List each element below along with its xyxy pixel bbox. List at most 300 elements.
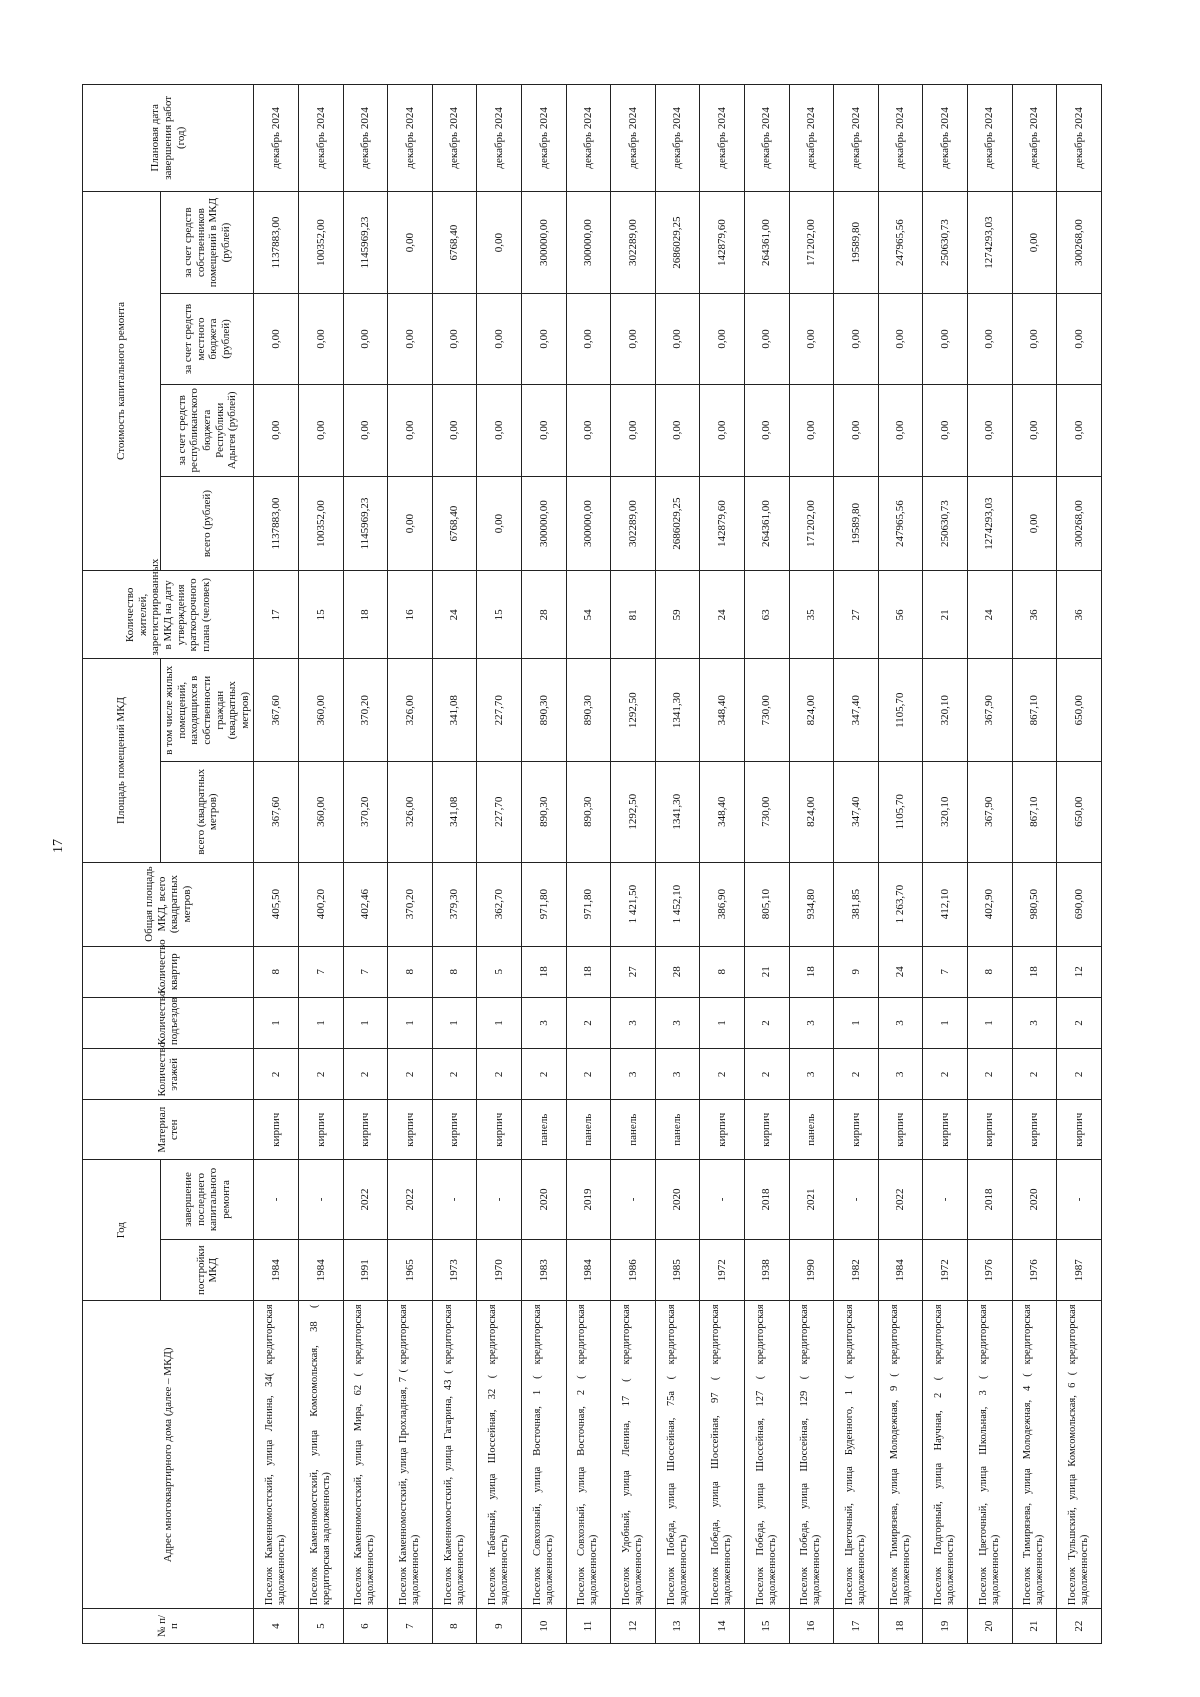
cell-floors: 2 <box>432 1049 477 1100</box>
col-premises-group: Площадь помещений МКД <box>83 659 161 862</box>
cell-num: 13 <box>655 1609 700 1644</box>
cell-total-area: 370,20 <box>388 862 433 946</box>
cell-apartments: 8 <box>700 946 745 997</box>
cell-planned-date: декабрь 2024 <box>1012 85 1057 192</box>
cell-residents: 18 <box>343 571 388 659</box>
cell-cost-owners: 1137883,00 <box>254 191 299 294</box>
col-year-built: постройки МКД <box>161 1239 254 1301</box>
cell-material: кирпич <box>299 1100 344 1159</box>
cell-premises-owned: 370,20 <box>343 659 388 762</box>
cell-address: Поселок Каменномостский, улица Прохладная, 7 ( кредиторская задолженность) <box>388 1301 433 1609</box>
cell-total-area: 805,10 <box>745 862 790 946</box>
cell-cost-owners: 142879,60 <box>700 191 745 294</box>
col-num: № п/п <box>83 1609 254 1644</box>
page-number: 17 <box>51 839 66 853</box>
cell-total-area: 690,00 <box>1057 862 1102 946</box>
cell-premises-owned: 367,90 <box>967 659 1012 762</box>
cell-entrances: 3 <box>1012 997 1057 1048</box>
cell-total-area: 1 421,50 <box>611 862 656 946</box>
cell-year-built: 1972 <box>923 1239 968 1301</box>
cell-total-area: 971,80 <box>522 862 567 946</box>
col-material: Материал стен <box>83 1100 254 1159</box>
cell-material: кирпич <box>477 1100 522 1159</box>
cell-cost-owners: 1274293,03 <box>967 191 1012 294</box>
cell-year-built: 1983 <box>522 1239 567 1301</box>
cell-num: 16 <box>789 1609 834 1644</box>
cell-entrances: 3 <box>878 997 923 1048</box>
cell-total-area: 379,30 <box>432 862 477 946</box>
cell-cost-republic: 0,00 <box>700 384 745 476</box>
cell-year-built: 1985 <box>655 1239 700 1301</box>
cell-material: панель <box>655 1100 700 1159</box>
cell-residents: 15 <box>299 571 344 659</box>
cell-premises-total: 320,10 <box>923 762 968 863</box>
cell-cost-local: 0,00 <box>343 294 388 384</box>
cell-year-repair: 2022 <box>388 1159 433 1239</box>
cell-address: Поселок Каменномостский, улица Мира, 62 ( кредиторская задолженность) <box>343 1301 388 1609</box>
cell-cost-owners: 302289,00 <box>611 191 656 294</box>
cell-apartments: 7 <box>299 946 344 997</box>
cell-year-repair: - <box>432 1159 477 1239</box>
cell-cost-republic: 0,00 <box>432 384 477 476</box>
capital-repair-table <box>82 84 1102 1644</box>
cell-planned-date: декабрь 2024 <box>834 85 879 192</box>
cell-entrances: 1 <box>343 997 388 1048</box>
cell-premises-owned: 360,00 <box>299 659 344 762</box>
cell-total-area: 402,90 <box>967 862 1012 946</box>
cell-residents: 28 <box>522 571 567 659</box>
cell-premises-owned: 890,30 <box>566 659 611 762</box>
cell-apartments: 24 <box>878 946 923 997</box>
cell-premises-total: 730,00 <box>745 762 790 863</box>
cell-cost-local: 0,00 <box>299 294 344 384</box>
cell-planned-date: декабрь 2024 <box>566 85 611 192</box>
cell-num: 19 <box>923 1609 968 1644</box>
cell-premises-owned: 367,60 <box>254 659 299 762</box>
cell-floors: 2 <box>700 1049 745 1100</box>
cell-year-built: 1972 <box>700 1239 745 1301</box>
cell-year-built: 1987 <box>1057 1239 1102 1301</box>
cell-floors: 2 <box>254 1049 299 1100</box>
cell-total-area: 1 452,10 <box>655 862 700 946</box>
cell-cost-owners: 0,00 <box>477 191 522 294</box>
cell-cost-total: 247965,56 <box>878 476 923 570</box>
cell-num: 14 <box>700 1609 745 1644</box>
cell-residents: 16 <box>388 571 433 659</box>
cell-cost-republic: 0,00 <box>477 384 522 476</box>
cell-premises-owned: 730,00 <box>745 659 790 762</box>
cell-address: Поселок Совхозный, улица Восточная, 2 ( кредиторская задолженность) <box>566 1301 611 1609</box>
col-address: Адрес многоквартирного дома (далее – МКД) <box>83 1301 254 1609</box>
cell-apartments: 5 <box>477 946 522 997</box>
cell-cost-local: 0,00 <box>789 294 834 384</box>
cell-year-built: 1976 <box>1012 1239 1057 1301</box>
cell-floors: 2 <box>388 1049 433 1100</box>
cell-cost-local: 0,00 <box>878 294 923 384</box>
cell-cost-republic: 0,00 <box>1012 384 1057 476</box>
cell-entrances: 1 <box>388 997 433 1048</box>
cell-num: 15 <box>745 1609 790 1644</box>
table-row <box>1057 85 1102 1644</box>
cell-entrances: 3 <box>611 997 656 1048</box>
table-row <box>789 85 834 1644</box>
cell-residents: 59 <box>655 571 700 659</box>
cell-total-area: 362,70 <box>477 862 522 946</box>
table-row <box>655 85 700 1644</box>
cell-entrances: 1 <box>834 997 879 1048</box>
cell-year-built: 1976 <box>967 1239 1012 1301</box>
cell-year-repair: 2022 <box>878 1159 923 1239</box>
cell-apartments: 12 <box>1057 946 1102 997</box>
cell-num: 10 <box>522 1609 567 1644</box>
table-row <box>522 85 567 1644</box>
col-cost-total: всего (рублей) <box>161 476 254 570</box>
cell-cost-total: 1145969,23 <box>343 476 388 570</box>
cell-premises-total: 367,90 <box>967 762 1012 863</box>
cell-year-built: 1938 <box>745 1239 790 1301</box>
cell-planned-date: декабрь 2024 <box>789 85 834 192</box>
cell-year-repair: - <box>254 1159 299 1239</box>
cell-planned-date: декабрь 2024 <box>1057 85 1102 192</box>
cell-premises-owned: 1105,70 <box>878 659 923 762</box>
cell-year-repair: - <box>611 1159 656 1239</box>
cell-cost-owners: 300268,00 <box>1057 191 1102 294</box>
cell-address: Поселок Тульшский, улица Комсомольская, 6 ( кредиторская задолженность) <box>1057 1301 1102 1609</box>
cell-year-built: 1982 <box>834 1239 879 1301</box>
cell-cost-local: 0,00 <box>923 294 968 384</box>
cell-address: Поселок Совхозный, улица Восточная, 1 ( кредиторская задолженность) <box>522 1301 567 1609</box>
cell-floors: 2 <box>299 1049 344 1100</box>
cell-cost-republic: 0,00 <box>834 384 879 476</box>
cell-cost-republic: 0,00 <box>254 384 299 476</box>
cell-residents: 24 <box>700 571 745 659</box>
cell-residents: 36 <box>1057 571 1102 659</box>
cell-apartments: 18 <box>566 946 611 997</box>
cell-premises-total: 1292,50 <box>611 762 656 863</box>
cell-num: 7 <box>388 1609 433 1644</box>
cell-cost-republic: 0,00 <box>967 384 1012 476</box>
cell-year-repair: 2020 <box>655 1159 700 1239</box>
cell-floors: 2 <box>566 1049 611 1100</box>
cell-cost-owners: 0,00 <box>388 191 433 294</box>
cell-cost-owners: 100352,00 <box>299 191 344 294</box>
cell-num: 4 <box>254 1609 299 1644</box>
cell-material: кирпич <box>432 1100 477 1159</box>
cell-address: Поселок Каменномостский, улица Комсомольская, 38 ( кредиторская задолженность) <box>299 1301 344 1609</box>
cell-floors: 2 <box>834 1049 879 1100</box>
cell-floors: 2 <box>1012 1049 1057 1100</box>
cell-address: Поселок Победа, улица Шоссейная, 129 ( кредиторская задолженность) <box>789 1301 834 1609</box>
cell-entrances: 1 <box>477 997 522 1048</box>
cell-premises-owned: 1341,30 <box>655 659 700 762</box>
cell-cost-owners: 19589,80 <box>834 191 879 294</box>
cell-material: кирпич <box>745 1100 790 1159</box>
cell-cost-total: 250630,73 <box>923 476 968 570</box>
cell-year-built: 1984 <box>878 1239 923 1301</box>
table-row <box>878 85 923 1644</box>
cell-cost-local: 0,00 <box>700 294 745 384</box>
cell-premises-owned: 824,00 <box>789 659 834 762</box>
cell-cost-total: 171202,00 <box>789 476 834 570</box>
cell-material: кирпич <box>878 1100 923 1159</box>
cell-planned-date: декабрь 2024 <box>343 85 388 192</box>
cell-total-area: 386,90 <box>700 862 745 946</box>
cell-entrances: 3 <box>655 997 700 1048</box>
cell-address: Поселок Табачный, улица Шоссейная, 32 ( кредиторская задолженность) <box>477 1301 522 1609</box>
cell-cost-local: 0,00 <box>432 294 477 384</box>
cell-cost-local: 0,00 <box>1012 294 1057 384</box>
cell-apartments: 8 <box>432 946 477 997</box>
cell-cost-total: 0,00 <box>388 476 433 570</box>
cell-material: кирпич <box>923 1100 968 1159</box>
cell-num: 21 <box>1012 1609 1057 1644</box>
col-floors: Количество этажей <box>83 1049 254 1100</box>
cell-apartments: 18 <box>1012 946 1057 997</box>
cell-cost-local: 0,00 <box>745 294 790 384</box>
cell-cost-total: 300000,00 <box>522 476 567 570</box>
cell-premises-owned: 890,30 <box>522 659 567 762</box>
col-cost-local: за счет средств местного бюджета (рублей) <box>161 294 254 384</box>
table-row <box>745 85 790 1644</box>
cell-residents: 81 <box>611 571 656 659</box>
cell-residents: 27 <box>834 571 879 659</box>
cell-residents: 15 <box>477 571 522 659</box>
cell-entrances: 1 <box>967 997 1012 1048</box>
cell-premises-total: 347,40 <box>834 762 879 863</box>
col-entrances: Количество подъездов <box>83 997 254 1048</box>
cell-year-repair: - <box>834 1159 879 1239</box>
table-row <box>343 85 388 1644</box>
cell-planned-date: декабрь 2024 <box>299 85 344 192</box>
cell-premises-total: 890,30 <box>522 762 567 863</box>
cell-planned-date: декабрь 2024 <box>254 85 299 192</box>
cell-apartments: 8 <box>388 946 433 997</box>
cell-total-area: 400,20 <box>299 862 344 946</box>
cell-year-built: 1965 <box>388 1239 433 1301</box>
cell-apartments: 28 <box>655 946 700 997</box>
col-apartments: Количество квартир <box>83 946 254 997</box>
cell-year-built: 1970 <box>477 1239 522 1301</box>
cell-floors: 2 <box>477 1049 522 1100</box>
cell-year-repair: 2022 <box>343 1159 388 1239</box>
cell-cost-local: 0,00 <box>1057 294 1102 384</box>
cell-planned-date: декабрь 2024 <box>655 85 700 192</box>
cell-address: Поселок Цветочный, улица Буденного, 1 ( кредиторская задолженность) <box>834 1301 879 1609</box>
cell-premises-total: 890,30 <box>566 762 611 863</box>
cell-planned-date: декабрь 2024 <box>700 85 745 192</box>
cell-cost-total: 1274293,03 <box>967 476 1012 570</box>
col-premises-owned: в том числе жилых помещений, находящихся в собственности граждан (квадратных метров) <box>161 659 254 762</box>
cell-residents: 24 <box>432 571 477 659</box>
cell-residents: 21 <box>923 571 968 659</box>
cell-premises-total: 650,00 <box>1057 762 1102 863</box>
cell-premises-total: 367,60 <box>254 762 299 863</box>
cell-premises-total: 348,40 <box>700 762 745 863</box>
cell-cost-total: 0,00 <box>477 476 522 570</box>
cell-address: Поселок Цветочный, улица Школьная, 3 ( кредиторская задолженность) <box>967 1301 1012 1609</box>
table-body <box>254 85 1102 1644</box>
table-row <box>1012 85 1057 1644</box>
col-total-area: Общая площадь МКД, всего (квадратных метров) <box>83 862 254 946</box>
cell-premises-total: 1105,70 <box>878 762 923 863</box>
cell-material: кирпич <box>700 1100 745 1159</box>
col-premises-total: всего (квадратных метров) <box>161 762 254 863</box>
cell-premises-owned: 227,70 <box>477 659 522 762</box>
cell-entrances: 3 <box>789 997 834 1048</box>
cell-apartments: 18 <box>789 946 834 997</box>
cell-year-built: 1991 <box>343 1239 388 1301</box>
cell-cost-total: 2686029,25 <box>655 476 700 570</box>
cell-year-built: 1986 <box>611 1239 656 1301</box>
cell-cost-owners: 264361,00 <box>745 191 790 294</box>
cell-planned-date: декабрь 2024 <box>388 85 433 192</box>
cell-premises-owned: 348,40 <box>700 659 745 762</box>
cell-cost-total: 302289,00 <box>611 476 656 570</box>
cell-material: панель <box>789 1100 834 1159</box>
cell-material: панель <box>611 1100 656 1159</box>
cell-apartments: 7 <box>343 946 388 997</box>
cell-year-repair: - <box>1057 1159 1102 1239</box>
cell-premises-owned: 326,00 <box>388 659 433 762</box>
cell-material: кирпич <box>1012 1100 1057 1159</box>
cell-year-repair: 2020 <box>522 1159 567 1239</box>
cell-address: Поселок Победа, улица Шоссейная, 75а ( кредиторская задолженность) <box>655 1301 700 1609</box>
cell-entrances: 3 <box>522 997 567 1048</box>
cell-floors: 3 <box>878 1049 923 1100</box>
cell-floors: 2 <box>923 1049 968 1100</box>
cell-entrances: 1 <box>700 997 745 1048</box>
cell-year-repair: - <box>923 1159 968 1239</box>
cell-year-built: 1984 <box>566 1239 611 1301</box>
cell-cost-republic: 0,00 <box>1057 384 1102 476</box>
cell-cost-republic: 0,00 <box>343 384 388 476</box>
cell-cost-total: 300268,00 <box>1057 476 1102 570</box>
cell-cost-republic: 0,00 <box>388 384 433 476</box>
cell-planned-date: декабрь 2024 <box>878 85 923 192</box>
cell-entrances: 2 <box>1057 997 1102 1048</box>
cell-residents: 35 <box>789 571 834 659</box>
cell-cost-republic: 0,00 <box>611 384 656 476</box>
cell-year-repair: - <box>299 1159 344 1239</box>
cell-residents: 54 <box>566 571 611 659</box>
cell-entrances: 2 <box>745 997 790 1048</box>
cell-cost-republic: 0,00 <box>566 384 611 476</box>
cell-year-repair: 2019 <box>566 1159 611 1239</box>
cell-num: 18 <box>878 1609 923 1644</box>
cell-entrances: 1 <box>923 997 968 1048</box>
cell-cost-owners: 300000,00 <box>566 191 611 294</box>
cell-year-built: 1990 <box>789 1239 834 1301</box>
table-row <box>611 85 656 1644</box>
col-cost-group: Стоимость капитального ремонта <box>83 191 161 571</box>
cell-premises-owned: 320,10 <box>923 659 968 762</box>
cell-premises-total: 360,00 <box>299 762 344 863</box>
cell-cost-republic: 0,00 <box>789 384 834 476</box>
col-cost-republic: за счет средств республиканского бюджета Республики Адыгея (рублей) <box>161 384 254 476</box>
cell-floors: 2 <box>745 1049 790 1100</box>
cell-num: 22 <box>1057 1609 1102 1644</box>
cell-address: Поселок Тимирязева, улица Молодежная, 9 ( кредиторская задолженность) <box>878 1301 923 1609</box>
cell-premises-total: 1341,30 <box>655 762 700 863</box>
cell-address: Поселок Подгорный, улица Научная, 2 ( кредиторская задолженность) <box>923 1301 968 1609</box>
cell-total-area: 405,50 <box>254 862 299 946</box>
cell-cost-republic: 0,00 <box>522 384 567 476</box>
cell-total-area: 381,85 <box>834 862 879 946</box>
table-row <box>299 85 344 1644</box>
cell-premises-total: 341,08 <box>432 762 477 863</box>
cell-year-repair: 2018 <box>967 1159 1012 1239</box>
cell-cost-total: 264361,00 <box>745 476 790 570</box>
col-planned-date: Плановая дата завершения работ (год) <box>83 85 254 192</box>
cell-floors: 2 <box>522 1049 567 1100</box>
cell-premises-owned: 347,40 <box>834 659 879 762</box>
cell-year-repair: 2018 <box>745 1159 790 1239</box>
cell-cost-total: 6768,40 <box>432 476 477 570</box>
cell-floors: 2 <box>343 1049 388 1100</box>
cell-cost-owners: 247965,56 <box>878 191 923 294</box>
cell-total-area: 971,80 <box>566 862 611 946</box>
cell-cost-total: 300000,00 <box>566 476 611 570</box>
cell-material: панель <box>566 1100 611 1159</box>
cell-cost-local: 0,00 <box>388 294 433 384</box>
cell-floors: 2 <box>967 1049 1012 1100</box>
cell-cost-local: 0,00 <box>566 294 611 384</box>
cell-cost-owners: 171202,00 <box>789 191 834 294</box>
cell-cost-republic: 0,00 <box>299 384 344 476</box>
cell-premises-total: 326,00 <box>388 762 433 863</box>
cell-planned-date: декабрь 2024 <box>967 85 1012 192</box>
cell-cost-owners: 6768,40 <box>432 191 477 294</box>
cell-cost-total: 142879,60 <box>700 476 745 570</box>
cell-apartments: 9 <box>834 946 879 997</box>
cell-address: Поселок Удобный, улица Ленина, 17 ( кредиторская задолженность) <box>611 1301 656 1609</box>
cell-planned-date: декабрь 2024 <box>477 85 522 192</box>
cell-material: кирпич <box>343 1100 388 1159</box>
cell-residents: 17 <box>254 571 299 659</box>
cell-total-area: 934,80 <box>789 862 834 946</box>
cell-entrances: 1 <box>299 997 344 1048</box>
table-row <box>388 85 433 1644</box>
cell-year-built: 1973 <box>432 1239 477 1301</box>
cell-residents: 24 <box>967 571 1012 659</box>
col-year-repair: завершение последнего капитального ремонта <box>161 1159 254 1239</box>
cell-cost-total: 19589,80 <box>834 476 879 570</box>
cell-apartments: 8 <box>967 946 1012 997</box>
table-row <box>477 85 522 1644</box>
cell-premises-owned: 341,08 <box>432 659 477 762</box>
cell-cost-local: 0,00 <box>834 294 879 384</box>
cell-cost-local: 0,00 <box>967 294 1012 384</box>
cell-apartments: 7 <box>923 946 968 997</box>
cell-num: 17 <box>834 1609 879 1644</box>
cell-material: кирпич <box>254 1100 299 1159</box>
cell-cost-republic: 0,00 <box>745 384 790 476</box>
cell-planned-date: декабрь 2024 <box>745 85 790 192</box>
cell-premises-owned: 867,10 <box>1012 659 1057 762</box>
table-row <box>254 85 299 1644</box>
cell-floors: 2 <box>1057 1049 1102 1100</box>
cell-address: Поселок Победа, улица Шоссейная, 127 ( кредиторская задолженность) <box>745 1301 790 1609</box>
cell-address: Поселок Каменномостский, улица Ленина, 34( кредиторская задолженность) <box>254 1301 299 1609</box>
cell-year-repair: 2020 <box>1012 1159 1057 1239</box>
cell-cost-total: 0,00 <box>1012 476 1057 570</box>
cell-total-area: 980,50 <box>1012 862 1057 946</box>
cell-planned-date: декабрь 2024 <box>923 85 968 192</box>
cell-cost-local: 0,00 <box>611 294 656 384</box>
cell-apartments: 21 <box>745 946 790 997</box>
cell-cost-local: 0,00 <box>477 294 522 384</box>
cell-cost-owners: 300000,00 <box>522 191 567 294</box>
